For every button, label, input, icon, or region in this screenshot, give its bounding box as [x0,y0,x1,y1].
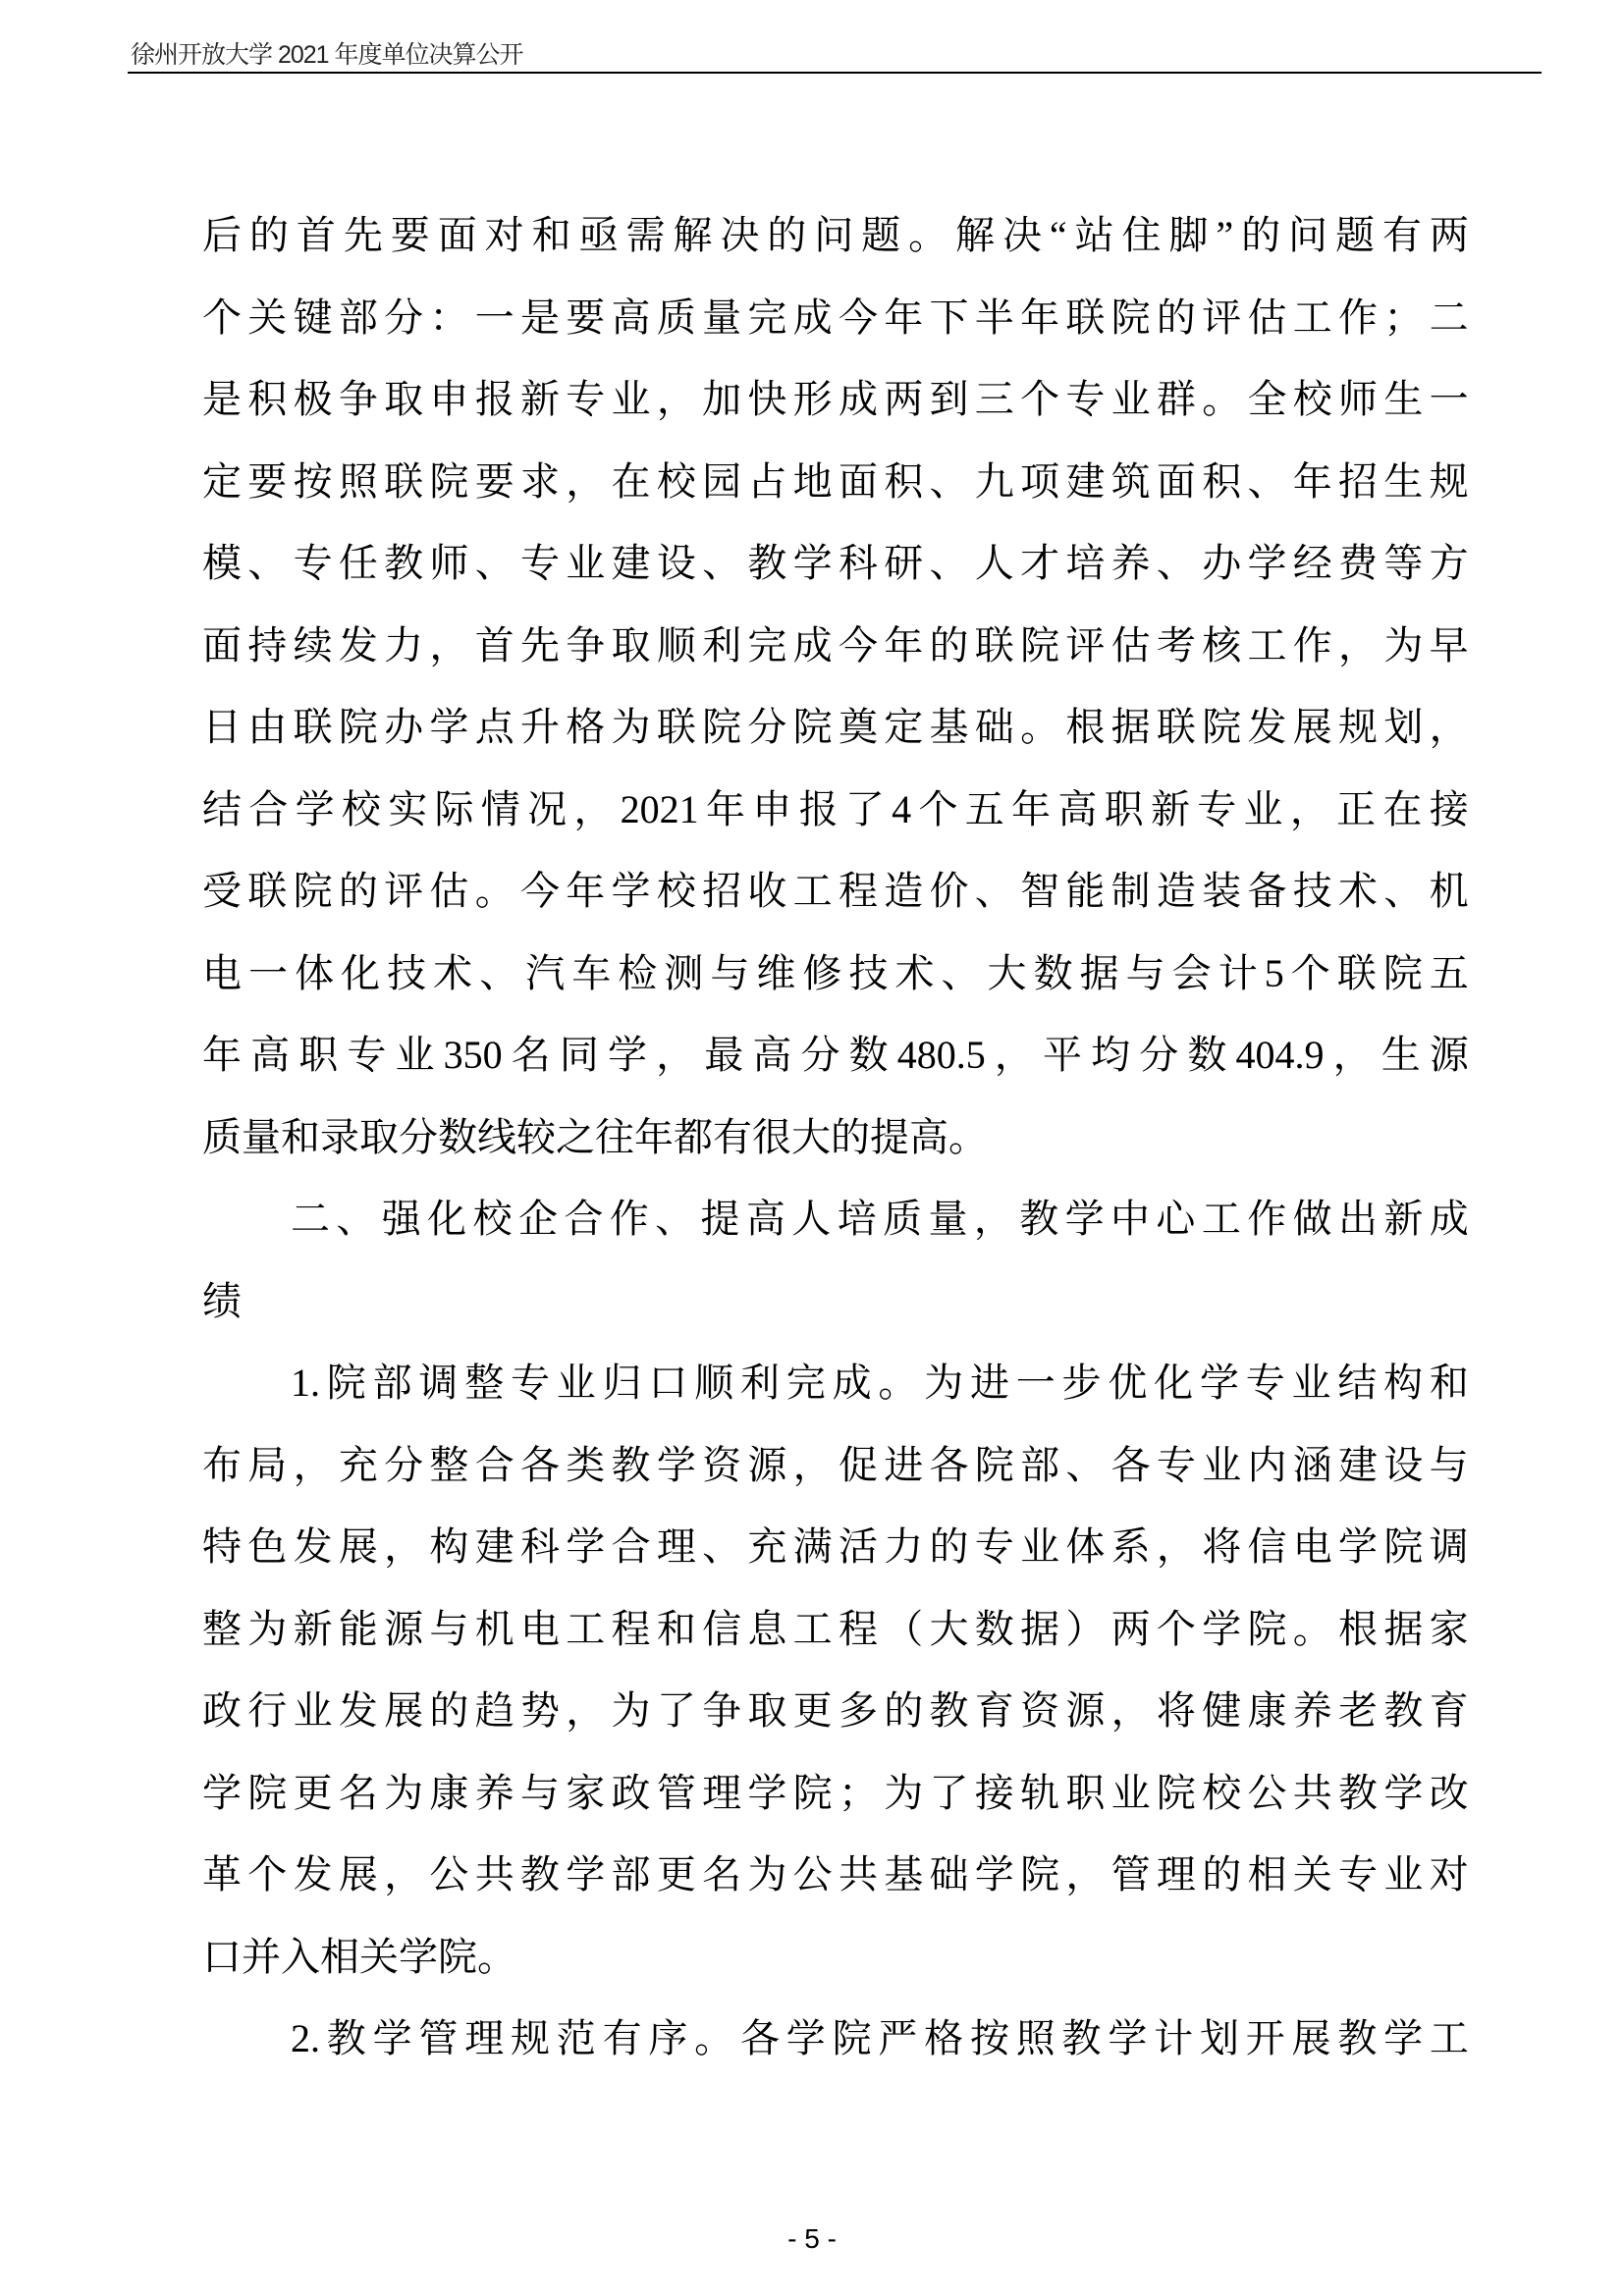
text-line: 学 院 更 名 为 康 养 与 家 政 管 理 学 院 ； 为 了 接 轨 职 业 院 校 公 共 教 学 改 [202,1770,1469,1815]
text-line: 定 要 按 照 联 院 要 求 ， 在 校 园 占 地 面 积 、 九 项 建 筑 面 积 、 年 招 生 规 [202,458,1469,504]
text-line: 1. 院 部 调 整 专 业 归 口 顺 利 完 成 。 为 进 一 步 优 化 学 专 业 结 构 和 [291,1361,1469,1405]
header-divider [128,72,1542,74]
text-line: 绩 [202,1278,242,1323]
text-line: 日 由 联 院 办 学 点 升 格 为 联 院 分 院 奠 定 基 础 。 根 据 联 院 发 展 规 划 ， [202,705,1469,749]
text-line: 特 色 发 展 ， 构 建 科 学 合 理 、 充 满 活 力 的 专 业 体 系 ， 将 信 电 学 院 调 [202,1524,1469,1569]
text-line: 结 合 学 校 实 际 情 况 ， 2021 年 申 报 了 4 个 五 年 高 职 新 专 业 ， 正 在 接 [202,786,1469,831]
document-body [202,208,1469,2094]
text-line: 是 积 极 争 取 申 报 新 专 业 ， 加 快 形 成 两 到 三 个 专 业 群 。 全 校 师 生 一 [202,377,1469,421]
text-line: 口 并 入 相 关 学 院 。 [202,1934,516,1979]
text-line: 电 一 体 化 技 术 、 汽 车 检 测 与 维 修 技 术 、 大 数 据 与 会 计 5 个 联 院 五 [202,950,1469,995]
text-line: 受 联 院 的 评 估 。 今 年 学 校 招 收 工 程 造 价 、 智 能 制 造 装 备 技 术 、 机 [202,869,1469,913]
running-header: 徐州开放大学 2021 年度单位决算公开 [131,41,523,69]
text-line: 模 、 专 任 教 师 、 专 业 建 设 、 教 学 科 研 、 人 才 培 养 、 办 学 经 费 等 方 [202,541,1469,585]
text-line: 布 局 ， 充 分 整 合 各 类 教 学 资 源 ， 促 进 各 院 部 、 各 专 业 内 涵 建 设 与 [202,1442,1469,1487]
text-line: 政 行 业 发 展 的 趋 势 ， 为 了 争 取 更 多 的 教 育 资 源 ， 将 健 康 养 老 教 育 [202,1688,1469,1733]
text-line: 个 关 键 部 分 ： 一 是 要 高 质 量 完 成 今 年 下 半 年 联 院 的 评 估 工 作 ； 二 [202,294,1469,340]
text-line: 革 个 发 展 ， 公 共 教 学 部 更 名 为 公 共 基 础 学 院 ， 管 理 的 相 关 专 业 对 [202,1852,1469,1896]
text-line: 面 持 续 发 力 ， 首 先 争 取 顺 利 完 成 今 年 的 联 院 评 估 考 核 工 作 ， 为 早 [202,622,1469,667]
text-line: 2. 教 学 管 理 规 范 有 序 。 各 学 院 严 格 按 照 教 学 计 划 开 展 教 学 工 [291,2016,1469,2060]
text-line: 年 高 职 专 业 350 名 同 学 ， 最 高 分 数 480.5 ， 平 均 分 数 404.9 ， 生 源 [202,1033,1469,1077]
text-line: 质 量 和 录 取 分 数 线 较 之 往 年 都 有 很 大 的 提 高 。 [202,1114,988,1159]
page-number: - 5 - [787,2223,837,2254]
text-line: 整 为 新 能 源 与 机 电 工 程 和 信 息 工 程 （ 大 数 据 ） 两 个 学 院 。 根 据 家 [202,1606,1469,1651]
text-line: 二 、 强 化 校 企 合 作 、 提 高 人 培 质 量 ， 教 学 中 心 工 作 做 出 新 成 [291,1197,1469,1241]
text-line: 后 的 首 先 要 面 对 和 亟 需 解 决 的 问 题 。 解 决 “ 站 住 脚 ” 的 问 题 有 两 [202,213,1469,257]
